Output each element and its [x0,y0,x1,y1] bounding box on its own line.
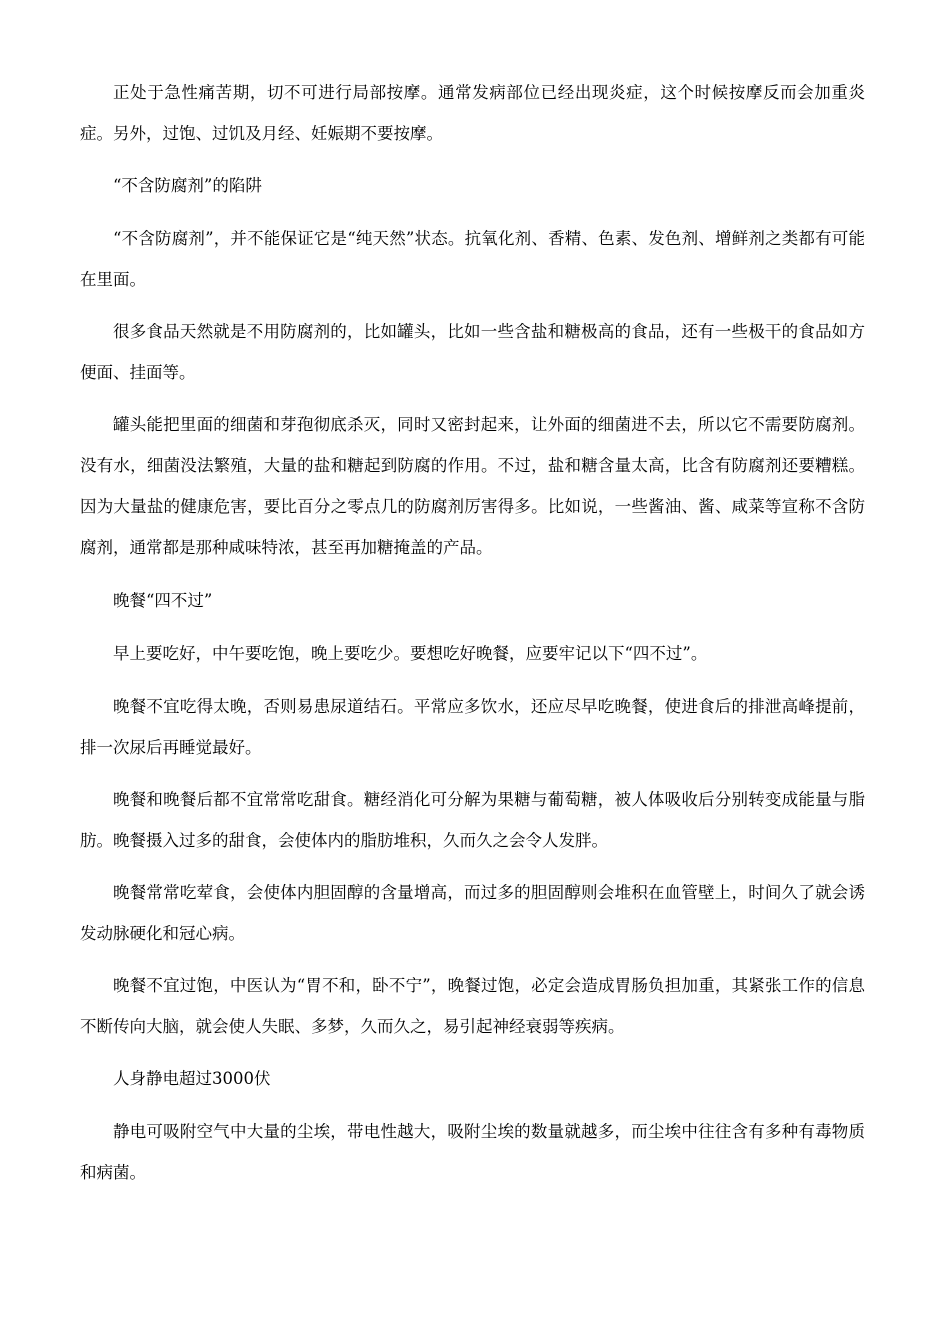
paragraph-static-dust: 静电可吸附空气中大量的尘埃，带电性越大，吸附尘埃的数量就越多，而尘埃中往往含有多种有毒物质和病菌。 [80,1122,865,1182]
paragraph-preservative-intro: “不含防腐剂”，并不能保证它是“纯天然”状态。抗氧化剂、香精、色素、发色剂、增鲜剂之类都有可能在里面。 [80,229,865,289]
section-heading-static: 人身静电超过3000伏 [113,1069,271,1088]
paragraph-dinner-overeating: 晚餐不宜过饱，中医认为“胃不和，卧不宁”，晚餐过饱，必定会造成胃肠负担加重，其紧张工作的信息不断传向大脑，就会使人失眠、多梦，久而久之，易引起神经衰弱等疾病。 [80,976,865,1036]
paragraph-massage-warning: 正处于急性痛苦期，切不可进行局部按摩。通常发病部位已经出现炎症，这个时候按摩反而会加重炎症。另外，过饱、过饥及月经、妊娠期不要按摩。 [80,83,865,143]
section-heading-dinner: 晚餐“四不过” [113,591,213,610]
paragraph-canned-food: 罐头能把里面的细菌和芽孢彻底杀灭，同时又密封起来，让外面的细菌进不去，所以它不需要防腐剂。没有水，细菌没法繁殖，大量的盐和糖起到防腐的作用。不过，盐和糖含量太高，比含有防腐剂还要糟糕。因为大量盐的健康危害，要比百分之零点几的防腐剂厉害得多。比如说，一些酱油、酱、咸菜等宣称不含防腐剂，通常都是那种咸味特浓，甚至再加糖掩盖的产品。 [80,415,865,557]
paragraph-dinner-meat: 晚餐常常吃荤食，会使体内胆固醇的含量增高，而过多的胆固醇则会堆积在血管壁上，时间久了就会诱发动脉硬化和冠心病。 [80,883,865,943]
paragraph-natural-foods: 很多食品天然就是不用防腐剂的，比如罐头，比如一些含盐和糖极高的食品，还有一些极干的食品如方便面、挂面等。 [80,322,865,382]
section-heading-preservative: “不含防腐剂”的陷阱 [113,176,262,195]
paragraph-dinner-intro: 早上要吃好，中午要吃饱，晚上要吃少。要想吃好晚餐，应要牢记以下“四不过”。 [113,644,708,663]
paragraph-dinner-late: 晚餐不宜吃得太晚，否则易患尿道结石。平常应多饮水，还应尽早吃晚餐，使进食后的排泄高峰提前，排一次尿后再睡觉最好。 [80,697,865,757]
paragraph-dinner-sweets: 晚餐和晚餐后都不宜常常吃甜食。糖经消化可分解为果糖与葡萄糖，被人体吸收后分别转变成能量与脂肪。晚餐摄入过多的甜食，会使体内的脂肪堆积，久而久之会令人发胖。 [80,790,865,850]
